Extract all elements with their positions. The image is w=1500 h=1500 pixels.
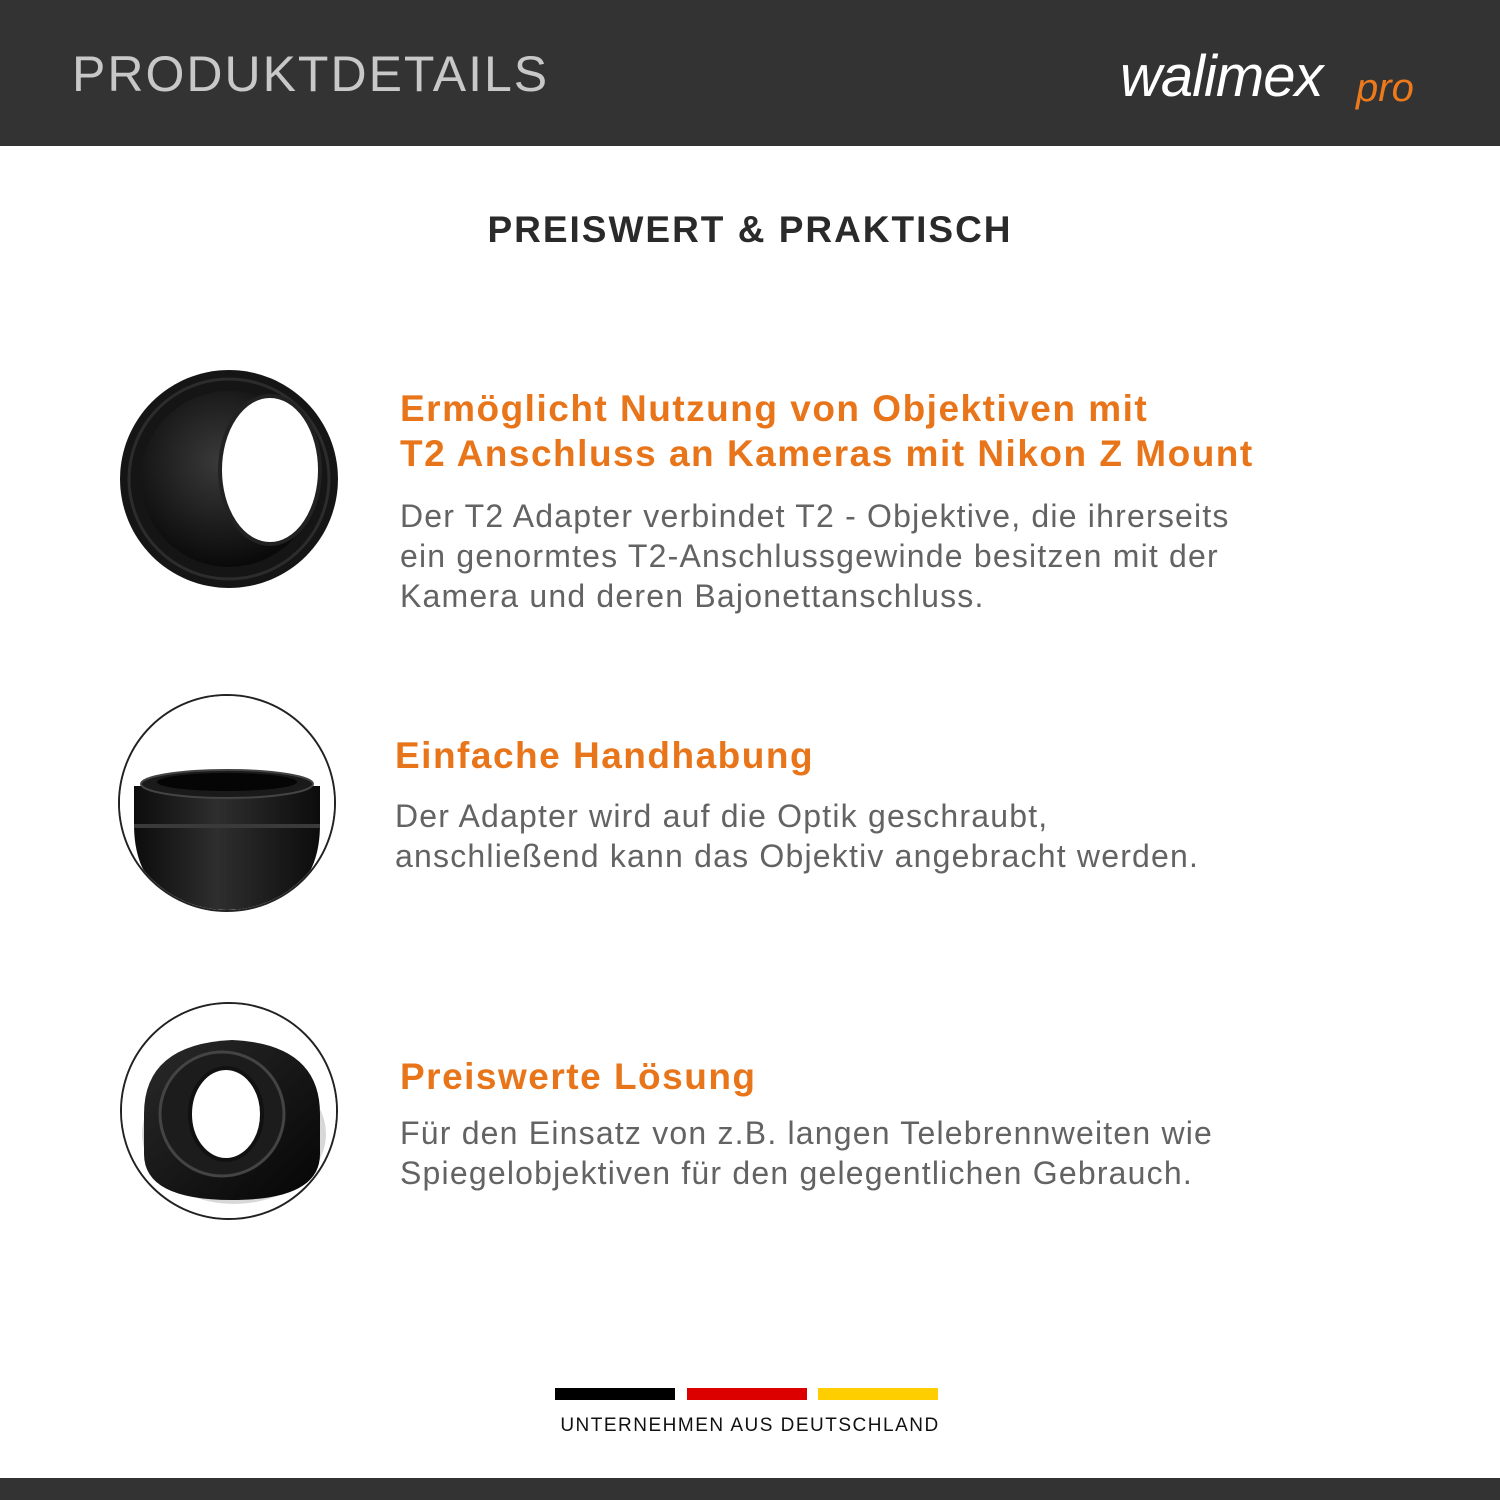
feature-description: Der Adapter wird auf die Optik geschraubt, anschließend kann das Objektiv angebracht werden. bbox=[395, 798, 1200, 874]
footer-bar bbox=[0, 1478, 1500, 1500]
feature-heading: Ermöglicht Nutzung von Objektiven mit T2 Anschluss an Kameras mit Nikon Z Mount bbox=[400, 388, 1254, 474]
adapter-ring-angled-image bbox=[120, 1002, 338, 1220]
flag-stripe-black bbox=[555, 1388, 675, 1400]
section-title: PREISWERT & PRAKTISCH bbox=[487, 209, 1013, 250]
header-bar bbox=[0, 0, 1500, 146]
brand-logo-sub: pro bbox=[1356, 66, 1414, 110]
brand-logo bbox=[1120, 38, 1440, 118]
feature-description: Der T2 Adapter verbindet T2 - Objektive, die ihrerseits ein genormtes T2-Anschlussgewinde besitzen mit der Kamera und deren Bajonettanschluss. bbox=[400, 498, 1230, 614]
flag-stripe-gold bbox=[818, 1388, 938, 1400]
header-title: PRODUKTDETAILS bbox=[72, 46, 550, 102]
brand-logo-main: walimex bbox=[1120, 44, 1323, 109]
flag-stripe-red bbox=[687, 1388, 807, 1400]
adapter-ring-front-image bbox=[120, 370, 338, 588]
feature-heading: Einfache Handhabung bbox=[395, 735, 815, 776]
feature-heading: Preiswerte Lösung bbox=[400, 1056, 757, 1097]
adapter-ring-side-image bbox=[118, 694, 336, 912]
feature-description: Für den Einsatz von z.B. langen Telebrennweiten wie Spiegelobjektiven für den gelegentlichen Gebrauch. bbox=[400, 1115, 1214, 1191]
company-origin-text: UNTERNEHMEN AUS DEUTSCHLAND bbox=[560, 1415, 940, 1436]
